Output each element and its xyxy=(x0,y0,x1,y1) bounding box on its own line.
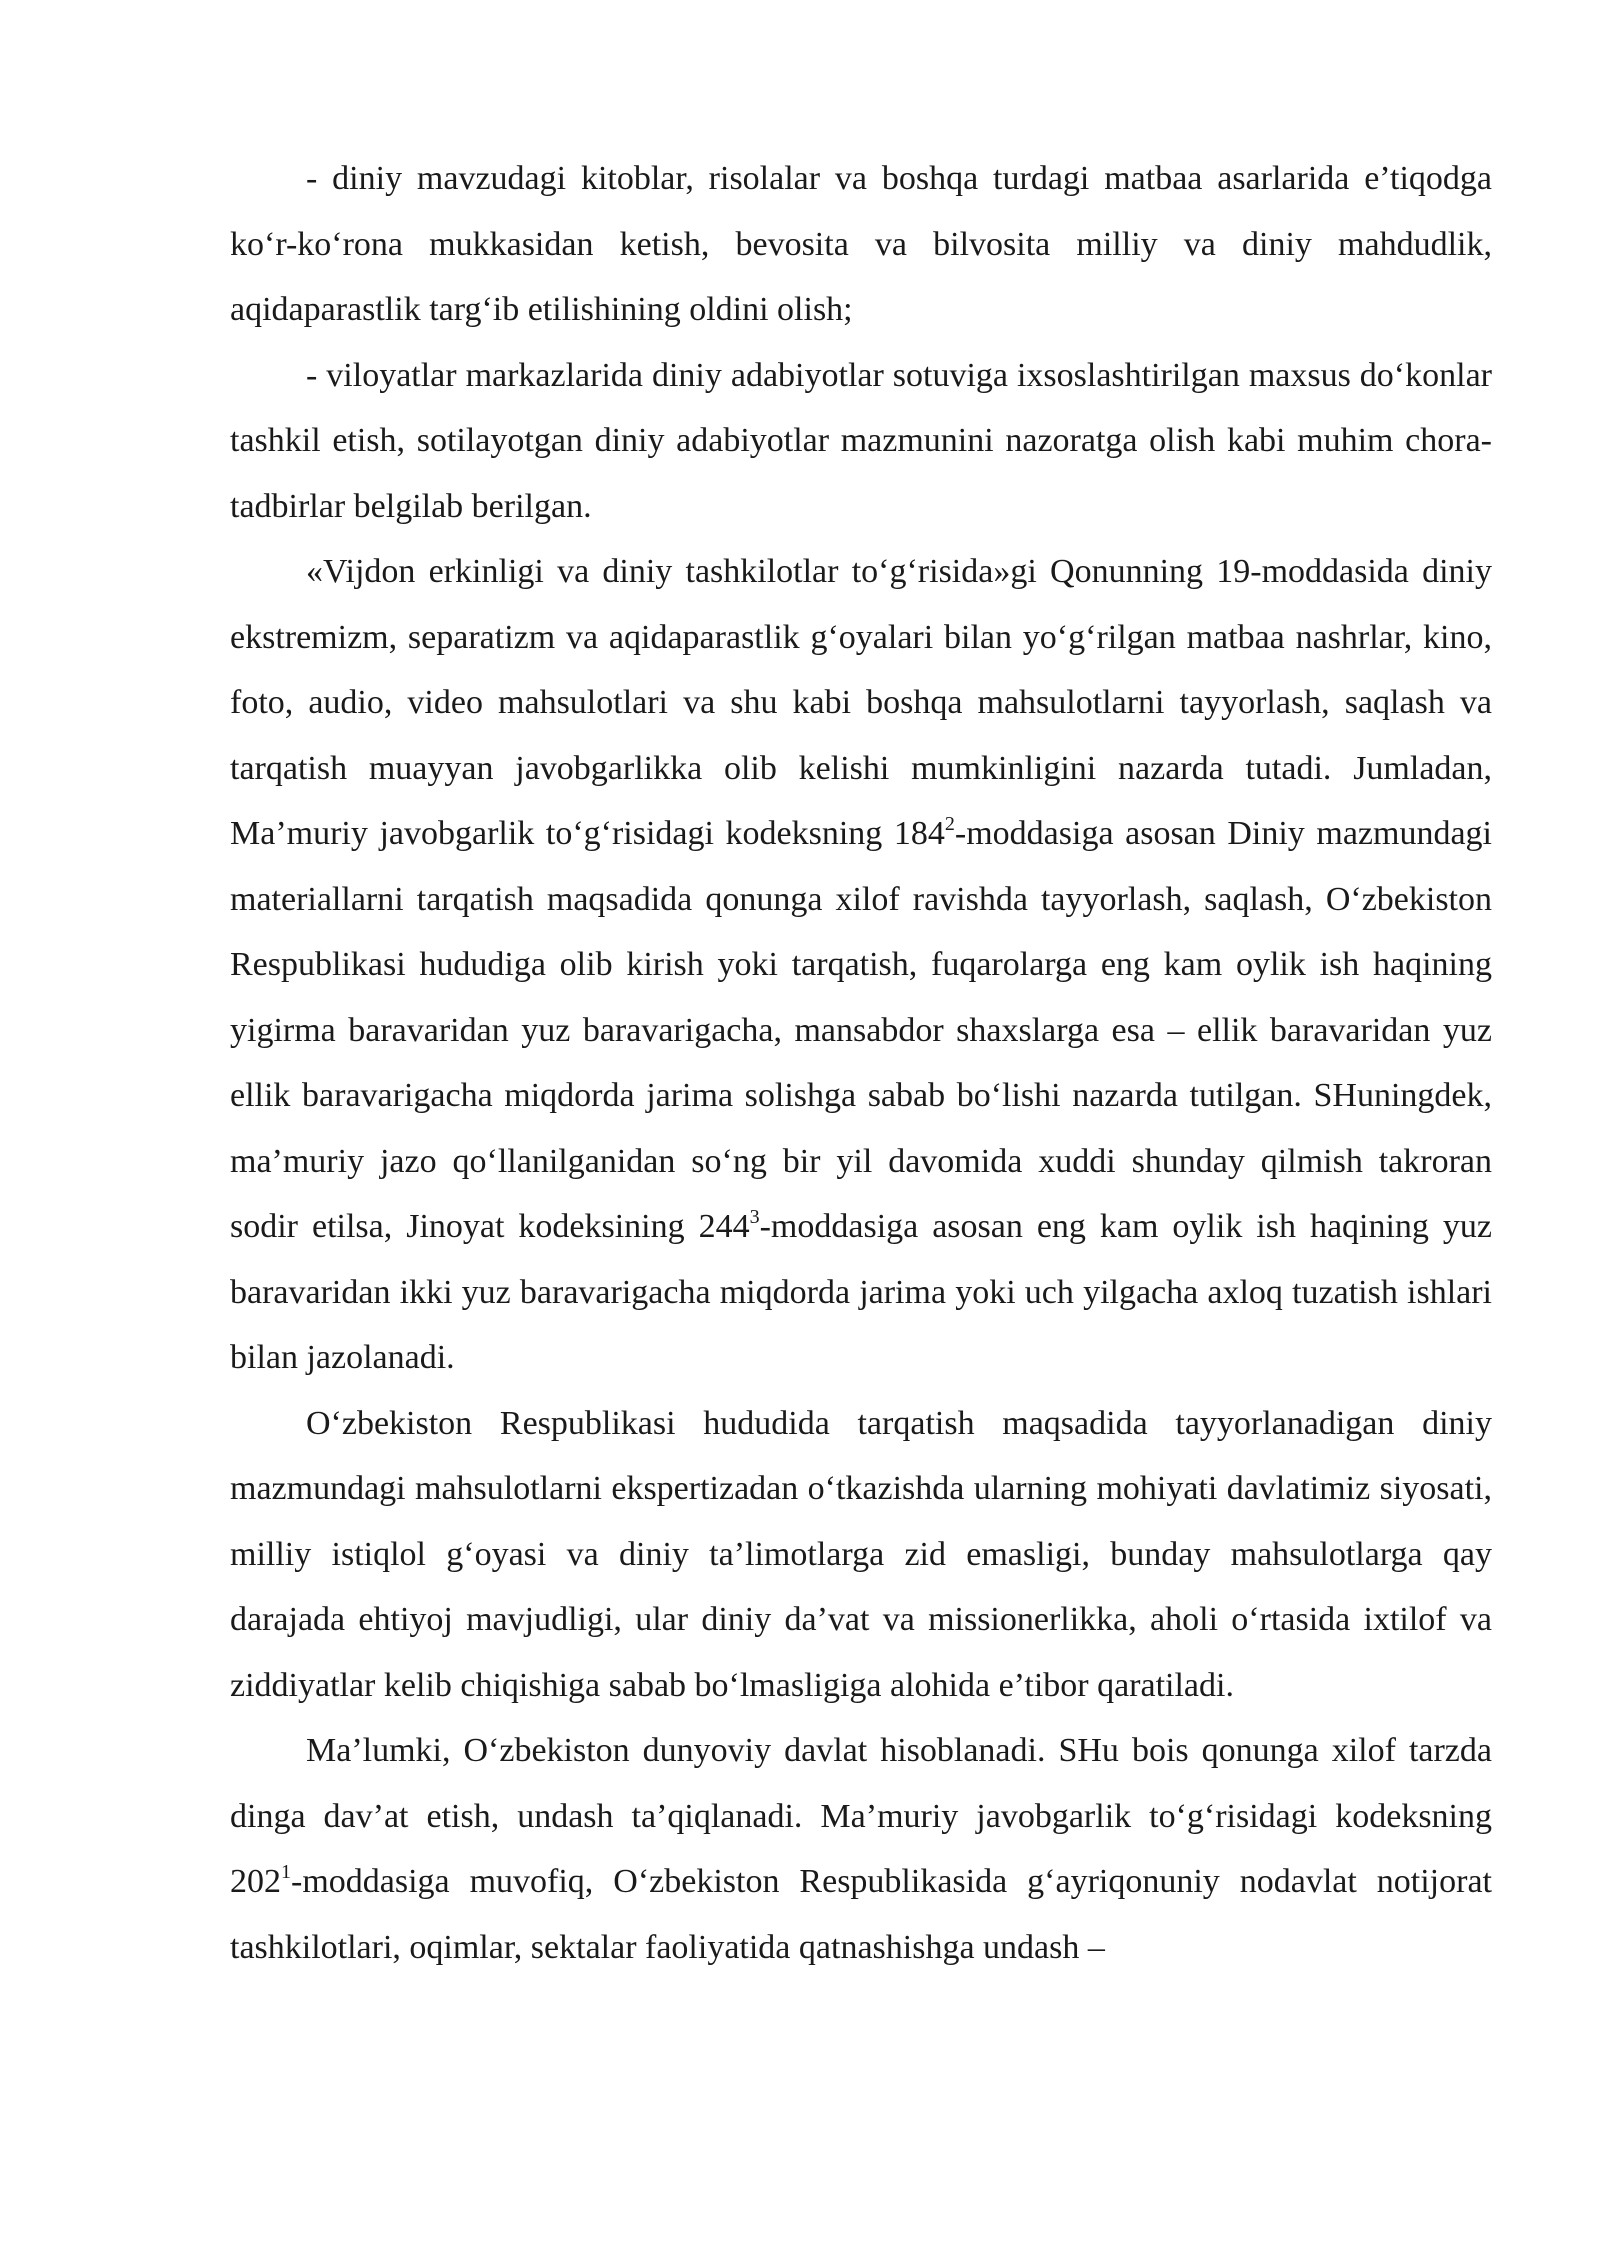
superscript: 2 xyxy=(944,813,955,835)
paragraph-text: -moddasiga asosan Diniy mazmundagi materiallarni tarqatish maqsadida qonunga xilof ravishda tayyorlash, saqlash, O‘zbekiston Respublikasi hududiga olib kirish yoki tarqatish, fuqarolarga eng kam oylik ish haqining yigirma baravaridan yuz baravarigacha, mansabdor shaxslarga esa – ellik baravaridan yuz ellik baravarigacha miqdorda jarima solishga sabab bo‘lishi nazarda tutilgan. SHuningdek, ma’muriy jazo qo‘llanilganidan so‘ng bir yil davomida xuddi shunday qilmish takroran sodir etilsa, Jinoyat kodeksining 244 xyxy=(230,815,1492,1245)
paragraph-text: «Vijdon erkinligi va diniy tashkilotlar to‘g‘risida»gi Qonunning 19-moddasida diniy ekstremizm, separatizm va aqidaparastlik g‘oyalari bilan yo‘g‘rilgan matbaa nashrlar, kino, foto, audio, video mahsulotlari va shu kabi boshqa mahsulotlarni tayyorlash, saqlash va tarqatish muayyan javobgarlikka olib kelishi mumkinligini nazarda tutadi. Jumladan, Ma’muriy javobgarlik to‘g‘risidagi kodeksning 184 xyxy=(230,553,1492,852)
paragraph-religious-literature-prevention: - diniy mavzudagi kitoblar, risolalar va boshqa turdagi matbaa asarlarida e’tiqodga ko‘r-ko‘rona mukkasidan ketish, bevosita va bilvosita milliy va diniy mahdudlik, aqidaparastlik targ‘ib etilishining oldini olish; xyxy=(230,160,1492,328)
paragraph-law-article-19 xyxy=(230,539,1492,1391)
paragraph-text: -moddasiga muvofiq, O‘zbekiston Respublikasida g‘ayriqonuniy nodavlat notijorat tashkilotlari, oqimlar, sektalar faoliyatida qatnashishga undash – xyxy=(230,1863,1492,1966)
document-page xyxy=(230,146,1492,1980)
paragraph-regional-bookstores: - viloyatlar markazlarida diniy adabiyotlar sotuviga ixsoslashtirilgan maxsus do‘konlar tashkil etish, sotilayotgan diniy adabiyotlar mazmunini nazoratga olish kabi muhim chora-tadbirlar belgilab berilgan. xyxy=(230,356,1492,525)
paragraph-expertise: O‘zbekiston Respublikasi hududida tarqatish maqsadida tayyorlanadigan diniy mazmundagi mahsulotlarni ekspertizadan o‘tkazishda ularning mohiyati davlatimiz siyosati, milliy istiqlol g‘oyasi va diniy ta’limotlarga zid emasligi, bunday mahsulotlarga qay darajada ehtiyoj mavjudligi, ular diniy da’vat va missionerlikka, aholi o‘rtasida ixtilof va ziddiyatlar kelib chiqishiga sabab bo‘lmasligiga alohida e’tibor qaratiladi. xyxy=(230,1404,1492,1704)
paragraph-text: Ma’lumki, O‘zbekiston dunyoviy davlat hisoblanadi. SHu bois qonunga xilof tarzda dinga dav’at etish, undash ta’qiqlanadi. Ma’muriy javobgarlik to‘g‘risidagi kodeksning 202 xyxy=(230,1732,1492,1900)
paragraph-text: -moddasiga asosan eng kam oylik ish haqining yuz baravaridan ikki yuz baravarigacha miqdorda jarima yoki uch yilgacha axloq tuzatish ishlari bilan jazolanadi. xyxy=(230,1208,1493,1376)
paragraph-secular-state xyxy=(230,1718,1492,1980)
superscript: 3 xyxy=(749,1206,760,1228)
superscript: 1 xyxy=(281,1861,291,1883)
